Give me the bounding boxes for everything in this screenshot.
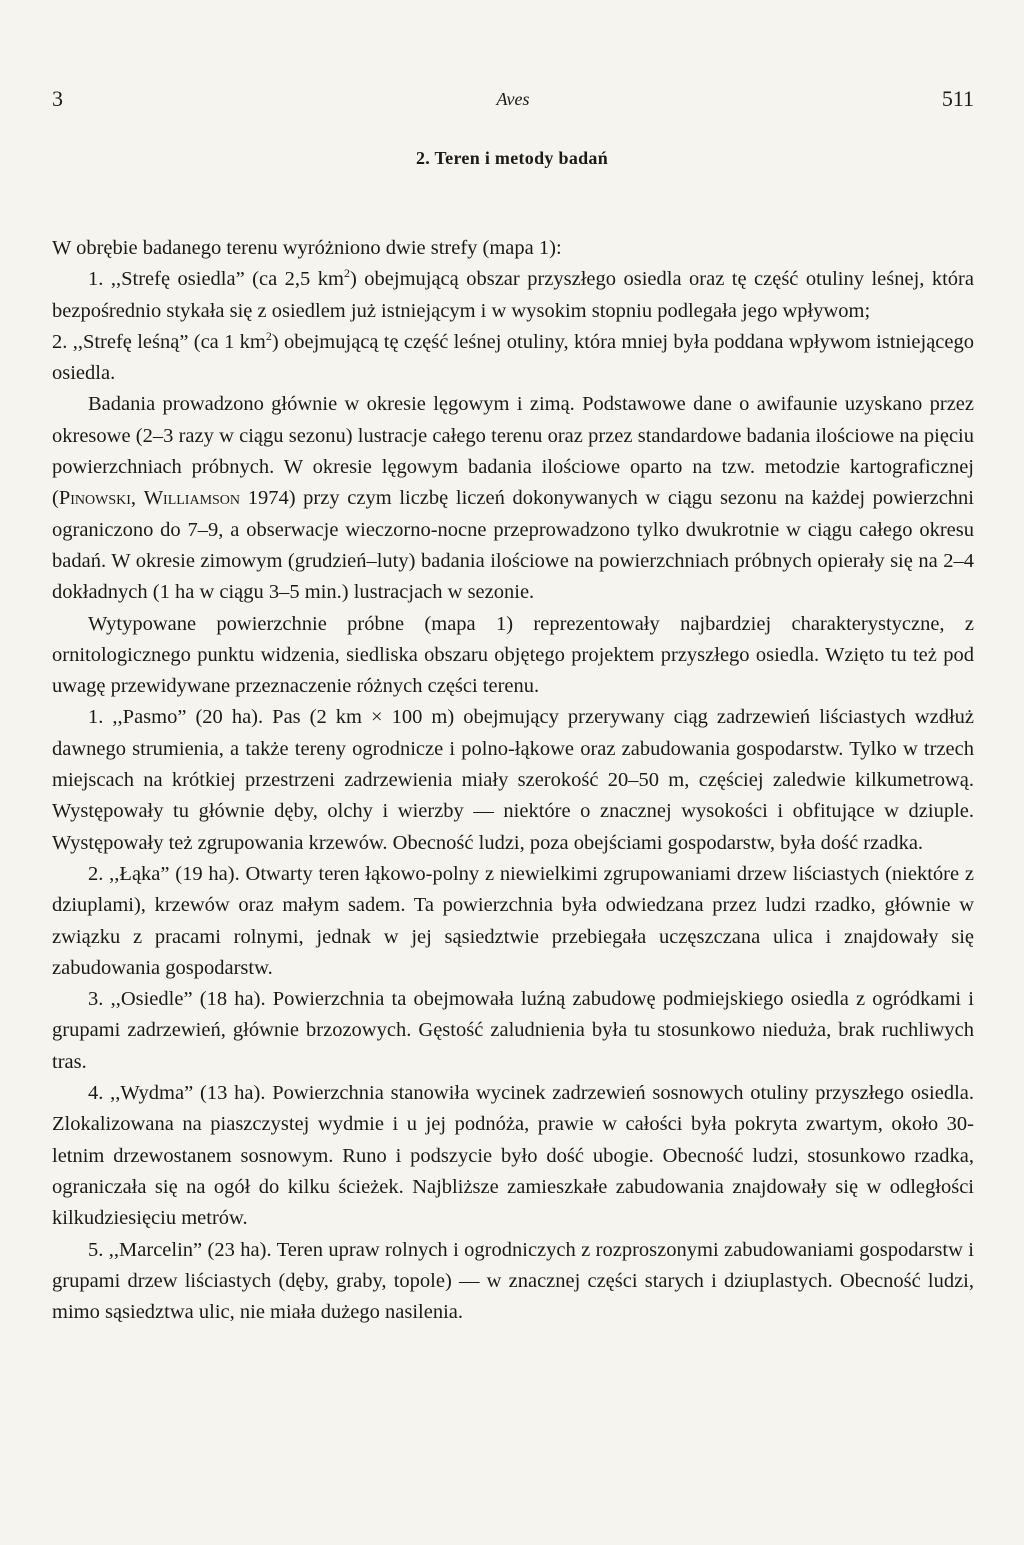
zone-1-paragraph: 1. ,,Strefę osiedla” (ca 2,5 $km^2$) obejmującą obszar przyszłego osiedla oraz tę część otuliny leśnej, która bezpośrednio stykała się z osiedlem już istniejącym i w wysokim stopniu podlegała jego wpływom; bbox=[52, 266, 974, 322]
plot-4-paragraph: 4. ,,Wydma” (13 ha). Powierzchnia stanowiła wycinek zadrzewień sosnowych otuliny przyszłego osiedla. Zlokalizowana na piaszczystej wydmie i u jej podnóża, prawie w całości była pokryta zwartym, około 30-letnim drzewostanem sosnowym. Runo i podszycie było dość ubogie. Obecność ludzi, stosunkowo rzadka, ograniczała się na ogół do kilku ścieżek. Najbliższe zamieszkałe zabudowania znajdowały się w odległości kilkudziesięciu metrów. bbox=[52, 1082, 974, 1230]
section-title: 2. Teren i metody badań bbox=[415, 148, 609, 168]
citation-author: Pinowski bbox=[58, 487, 131, 510]
plot-2-paragraph: 2. ,,Łąka” (19 ha). Otwarty teren łąkowo-polny z niewielkimi zgrupowaniami drzew liściastych (niektóre z dziuplami), krzewów oraz małym sadem. Ta powierzchnia była odwiedzana przez ludzi rzadko, głównie w związku z pracami rolnymi, jednak w jej sąsiedztwie przebiegała uczęszczana ulica i znajdowały się zabudowania gospodarstw. bbox=[52, 862, 974, 979]
plot-5-paragraph: 5. ,,Marcelin” (23 ha). Teren upraw rolnych i ogrodniczych z rozproszonymi zabudowaniami gospodarstw i grupami drzew liściastych (dęby, graby, topole) — w znacznej części starych i dziuplastych. Obecność ludzi, mimo sąsiedztwa ulic, nie miała dużego nasilenia. bbox=[52, 1238, 974, 1324]
intro-paragraph: W obrębie badanego terenu wyróżniono dwie strefy (mapa 1): bbox=[52, 237, 562, 259]
journal-title: Aves bbox=[496, 89, 530, 109]
citation-author: Williamson bbox=[143, 487, 241, 510]
zone-2-paragraph: 2. ,,Strefę leśną” (ca 1 $km^2$) obejmującą tę część leśnej otuliny, która mniej była poddana wpływom istniejącego osiedla. bbox=[52, 328, 974, 385]
methods-paragraph: Badania prowadzono głównie w okresie lęgowym i zimą. Podstawowe dane o awifaunie uzyskano przez okresowe (2–3 razy w ciągu sezonu) lustracje całego terenu oraz przez standardowe badania ilościowe na pięciu powierzchniach próbnych. W okresie lęgowym badania ilościowe oparto na tzw. metodzie kartograficznej (Pinowski, Williamson 1974) przy czym liczbę liczeń dokonywanych w ciągu sezonu na każdej powierzchni ograniczono do 7–9, a obserwacje wieczorno-nocne przeprowadzono tylko dwukrotnie w ciągu całego okresu badań. W okresie zimowym (grudzień–luty) badania ilościowe na powierzchniach próbnych opierały się na 2–4 dokładnych (1 ha w ciągu 3–5 min.) lustracjach w sezonie. bbox=[52, 393, 975, 604]
running-header bbox=[52, 84, 974, 114]
body-text bbox=[52, 233, 974, 1328]
plots-paragraph: Wytypowane powierzchnie próbne (mapa 1) reprezentowały najbardziej charakterystyczne, z ornitologicznego punktu widzenia, siedliska obszaru objętego projektem przyszłego osiedla. Wzięto tu też pod uwagę przewidywane przeznaczenie różnych części terenu. bbox=[52, 612, 974, 698]
plot-1-paragraph: 1. ,,Pasmo” (20 ha). Pas (2 km × 100 m) obejmujący przerywany ciąg zadrzewień liściastych wzdłuż dawnego strumienia, a także tereny ogrodnicze i polno-łąkowe oraz zabudowania gospodarstw. Tylko w trzech miejscach na krótkiej przestrzeni zadrzewienia miały szerokość 20–50 m, częściej zaledwie kilkumetrową. Występowały tu głównie dęby, olchy i wierzby — niektóre o znacznej wysokości i obfitujące w dziuple. Występowały też zgrupowania krzewów. Obecność ludzi, poza obejściami gospodarstw, była dość rzadka. bbox=[52, 706, 974, 854]
plot-3-paragraph: 3. ,,Osiedle” (18 ha). Powierzchnia ta obejmowała luźną zabudowę podmiejskiego osiedla z ogródkami i grupami zadrzewień, głównie brzozowych. Gęstość zaludnienia była tu stosunkowo nieduża, brak ruchliwych tras. bbox=[52, 988, 974, 1073]
page-number: 511 bbox=[941, 86, 974, 111]
header-section-number: 3 bbox=[52, 86, 63, 111]
